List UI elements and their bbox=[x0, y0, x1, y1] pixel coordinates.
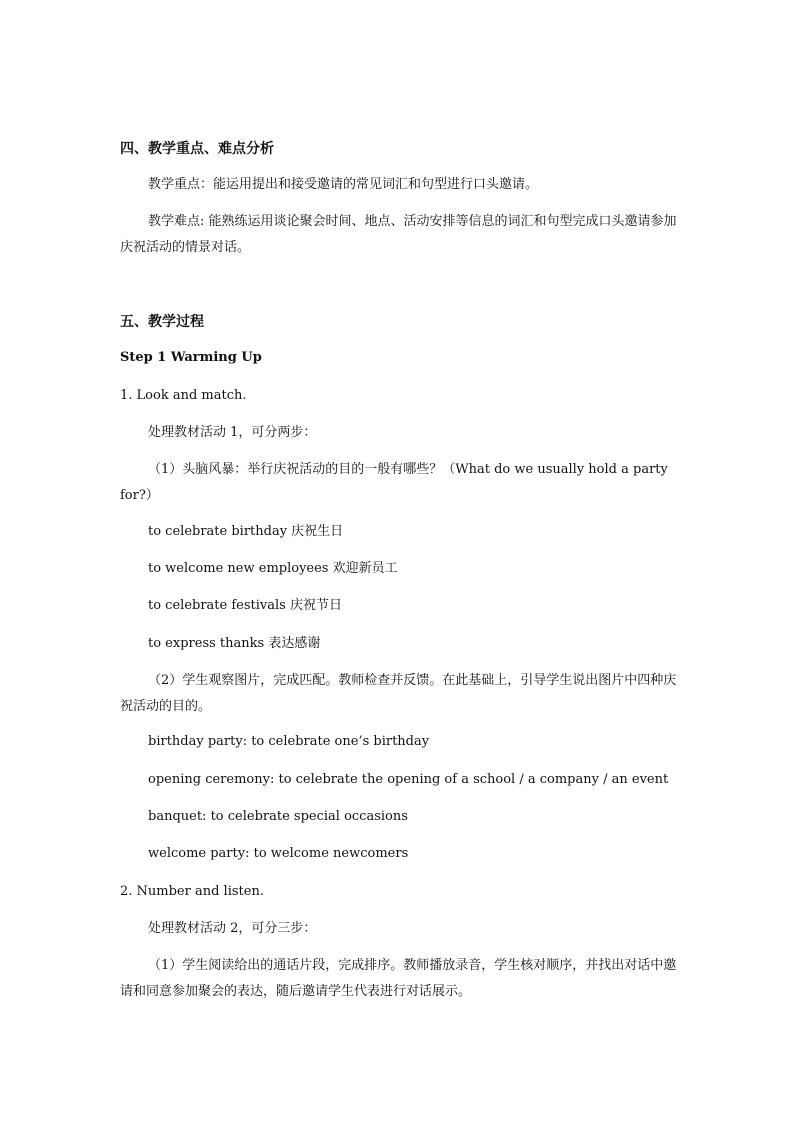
item-2-intro: 处理教材活动 2，可分三步： bbox=[148, 921, 317, 936]
event-item: birthday party: to celebrate one’s birthday bbox=[148, 734, 430, 749]
section-heading-process: 五、教学过程 bbox=[120, 314, 204, 330]
event-item: banquet: to celebrate special occasions bbox=[148, 809, 408, 824]
section-heading-key-points: 四、教学重点、难点分析 bbox=[120, 141, 274, 157]
purpose-item: to celebrate festivals 庆祝节日 bbox=[148, 598, 342, 613]
event-item: opening ceremony: to celebrate the opening of a school / a company / an event bbox=[148, 772, 669, 787]
purpose-item: to welcome new employees 欢迎新员工 bbox=[148, 561, 398, 576]
item-1-sub-1: （1）头脑风暴：举行庆祝活动的目的一般有哪些？（What do we usually hold a party for?） bbox=[120, 462, 668, 503]
item-2-title: 2. Number and listen. bbox=[120, 884, 264, 899]
item-1-title: 1. Look and match. bbox=[120, 388, 247, 403]
purpose-item: to celebrate birthday 庆祝生日 bbox=[148, 524, 344, 539]
step-1-heading: Step 1 Warming Up bbox=[120, 350, 262, 365]
key-point-paragraph: 教学重点：能运用提出和接受邀请的常见词汇和句型进行口头邀请。 bbox=[148, 177, 539, 192]
event-item: welcome party: to welcome newcomers bbox=[148, 846, 409, 861]
purpose-item: to express thanks 表达感谢 bbox=[148, 636, 321, 651]
item-1-intro: 处理教材活动 1，可分两步： bbox=[148, 425, 317, 440]
difficulty-paragraph: 教学难点: 能熟练运用谈论聚会时间、地点、活动安排等信息的词汇和句型完成口头邀请参加庆祝活动的情景对话。 bbox=[120, 214, 677, 255]
item-2-sub-1: （1）学生阅读给出的通话片段，完成排序。教师播放录音，学生核对顺序，并找出对话中邀请和同意参加聚会的表达，随后邀请学生代表进行对话展示。 bbox=[120, 958, 677, 999]
item-1-sub-2: （2）学生观察图片，完成匹配。教师检查并反馈。在此基础上，引导学生说出图片中四种庆祝活动的目的。 bbox=[120, 673, 677, 714]
